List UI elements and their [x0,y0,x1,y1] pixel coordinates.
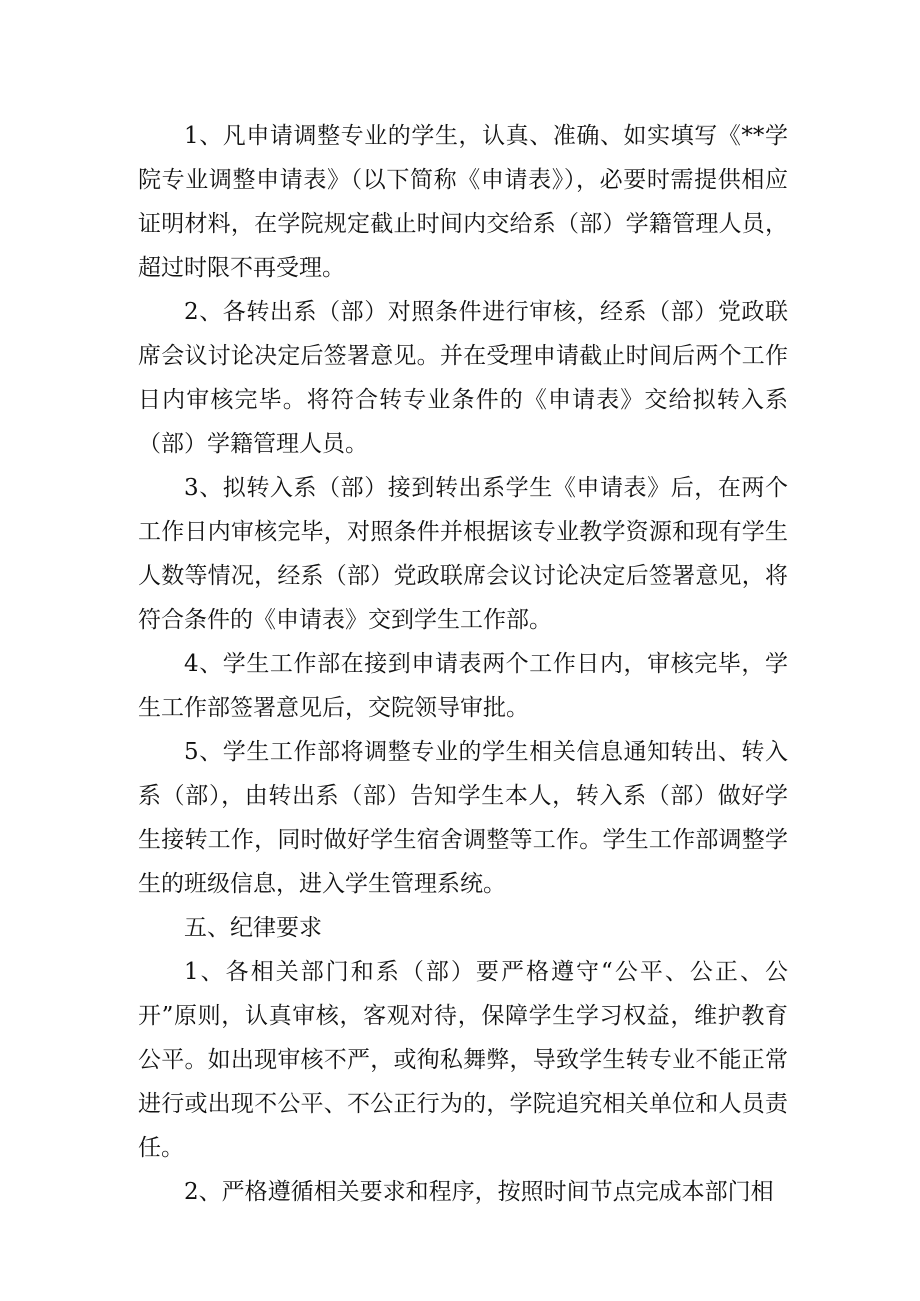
paragraph-5: 5、学生工作部将调整专业的学生相关信息通知转出、转入系（部），由转出系（部）告知学生本人，转入系（部）做好学生接转工作，同时做好学生宿舍调整等工作。学生工作部调整学生的班级信息，进入学生管理系统。 [138,739,788,897]
paragraph-3: 3、拟转入系（部）接到转出系学生《申请表》后，在两个工作日内审核完毕，对照条件并根据该专业教学资源和现有学生人数等情况，经系（部）党政联席会议讨论决定后签署意见，将符合条件的《申请表》交到学生工作部。 [138,475,788,633]
paragraph-1: 1、凡申请调整专业的学生，认真、准确、如实填写《**学院专业调整申请表》（以下简称《申请表》），必要时需提供相应证明材料，在学院规定截止时间内交给系（部）学籍管理人员，超过时限不再受理。 [138,123,788,281]
paragraph-2: 2、各转出系（部）对照条件进行审核，经系（部）党政联席会议讨论决定后签署意见。并在受理申请截止时间后两个工作日内审核完毕。将符合转专业条件的《申请表》交给拟转入系（部）学籍管理人员。 [138,299,788,457]
paragraph-4: 4、学生工作部在接到申请表两个工作日内，审核完毕，学生工作部签署意见后，交院领导审批。 [138,651,788,721]
document-page [138,114,788,1214]
section-paragraph-1: 1、各相关部门和系（部）要严格遵守“公平、公正、公开”原则，认真审核，客观对待，保障学生学习权益，维护教育公平。如出现审核不严，或徇私舞弊，导致学生转专业不能正常进行或出现不公平、不公正行为的，学院追究相关单位和人员责任。 [138,959,788,1161]
section-heading: 五、纪律要求 [184,915,322,941]
section-paragraph-2: 2、严格遵循相关要求和程序，按照时间节点完成本部门相 [184,1179,774,1205]
